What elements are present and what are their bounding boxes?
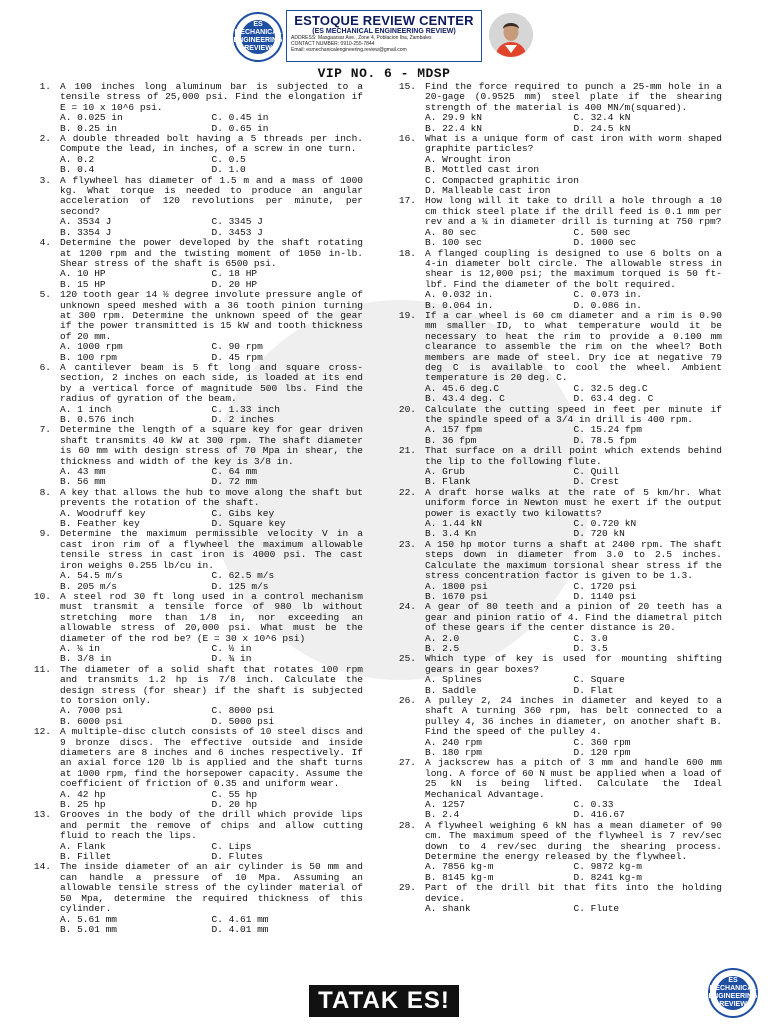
question-body <box>60 134 363 176</box>
question-item <box>398 488 722 540</box>
answer-choice: A. 240 rpm <box>425 736 483 748</box>
answer-choice: D. 24.5 kN <box>573 122 631 134</box>
answer-choice: B. 25 hp <box>60 799 106 811</box>
choices-grid <box>60 113 363 134</box>
question-number: 17. <box>398 195 416 207</box>
question-item <box>398 446 722 488</box>
center-name: ESTOQUE REVIEW CENTER <box>294 13 474 28</box>
question-body <box>60 425 363 487</box>
question-number: 21. <box>398 445 416 457</box>
question-text: A flywheel weighing 6 kN has a mean diameter of 90 cm. The maximum speed of the flywheel is 7 rev/sec down to 4 rev/sec during the shearing process. Determine the energy released by the flywheel. <box>425 819 722 863</box>
question-number: 4. <box>39 237 51 249</box>
instructor-avatar <box>489 13 533 57</box>
question-item <box>33 592 363 665</box>
answer-choice: D. 416.67 <box>573 809 625 821</box>
answer-choice: A. 2.0 <box>425 632 460 644</box>
question-number: 29. <box>398 882 416 894</box>
answer-choice: C. 500 sec <box>573 226 631 238</box>
choices-grid <box>425 290 722 311</box>
answer-choice: C. 4.61 mm <box>211 913 269 925</box>
answer-choice: A. Flank <box>60 840 106 852</box>
question-item <box>398 249 722 311</box>
answer-choice: B. 56 mm <box>60 476 106 488</box>
answer-choice: C. 15.24 fpm <box>573 424 642 436</box>
answer-choice: C. 55 hp <box>211 788 258 800</box>
question-item <box>33 238 363 290</box>
header-info-box <box>286 10 482 62</box>
question-number: 8. <box>39 486 51 498</box>
question-number: 23. <box>398 538 416 550</box>
question-body <box>425 602 722 654</box>
question-item <box>33 363 363 425</box>
answer-choice: C. ½ in <box>211 642 252 654</box>
answer-choice: A. 157 fpm <box>425 424 483 436</box>
question-body <box>60 363 363 425</box>
question-text: Calculate the cutting speed in feet per minute if the spindle speed of a 3/4 in drill is 400 rpm. <box>425 403 722 425</box>
question-body <box>425 883 722 914</box>
question-number: 2. <box>39 133 51 145</box>
answer-choice: A. ¼ in <box>60 642 100 654</box>
answer-choice: C. 0.073 in. <box>573 289 642 301</box>
answer-choice: B. 15 HP <box>60 278 106 290</box>
choices-grid <box>425 113 722 134</box>
answer-choice: D. 45 rpm <box>211 351 263 363</box>
choices-grid <box>60 155 363 176</box>
answer-choice: A. 1 inch <box>60 403 112 415</box>
answer-choice: A. 7856 kg-m <box>425 861 494 873</box>
question-body <box>60 238 363 290</box>
answer-choice: B. 0.4 <box>60 164 95 176</box>
answer-choice: B. 180 rpm <box>425 747 483 758</box>
answer-choice: D. 0.65 in <box>211 122 269 134</box>
answer-choice: C. Lips <box>211 840 252 852</box>
question-item <box>33 862 363 935</box>
choices-grid <box>425 425 722 446</box>
answer-choice: C. 64 mm <box>211 466 258 478</box>
question-item <box>33 665 363 727</box>
choices-grid <box>425 384 722 405</box>
answer-choice: B. 6000 psi <box>60 715 123 727</box>
question-body <box>425 696 722 758</box>
answer-choice: C. Compacted graphitic iron <box>425 174 579 186</box>
answer-choice: D. Flutes <box>211 851 263 863</box>
choices-grid <box>60 915 363 936</box>
question-body <box>425 405 722 447</box>
answer-choice: A. 1.44 kN <box>425 518 483 530</box>
answer-choice: A. 45.6 deg.C <box>425 382 500 394</box>
answer-choice: B. 100 sec <box>425 237 483 249</box>
question-item <box>33 529 363 591</box>
question-body <box>425 821 722 883</box>
question-number: 25. <box>398 653 416 665</box>
answer-choice: D. 1000 sec <box>573 237 637 249</box>
answer-choice: D. 78.5 fpm <box>573 434 637 446</box>
choices-grid <box>60 217 363 238</box>
answer-choice: B. Fillet <box>60 851 112 863</box>
answer-choice: C. 32.4 kN <box>573 112 631 124</box>
answer-choice: B. 5.01 mm <box>60 923 118 935</box>
question-item <box>398 602 722 654</box>
question-text: If a car wheel is 60 cm diameter and a rim is 0.90 mm smaller ID, to what temperature would it be necessary to heat the rim to provide a 0.100 mm clearance to assemble the rim on the wheel? Both members are made of steel. Dry ice at negative 79 deg C is available to cool the wheel. Ambient temperature is 20 deg. C. <box>425 309 722 384</box>
choices-grid <box>60 342 363 363</box>
answer-choice: B. 43.4 deg. C <box>425 393 505 405</box>
question-body <box>425 134 722 196</box>
choices-grid <box>60 790 363 811</box>
question-number: 12. <box>33 726 51 738</box>
answer-choice: C. Quill <box>573 466 620 478</box>
answer-choice: C. Flute <box>573 903 620 915</box>
center-email: Email: esmechanicalengineering.review@gmail.com <box>291 47 407 53</box>
answer-choice: A. 5.61 mm <box>60 913 118 925</box>
question-text: Part of the drill bit that fits into the holding device. <box>425 882 722 904</box>
answer-choice: B. 3.4 Kn <box>425 528 477 540</box>
question-item <box>33 488 363 530</box>
avatar-portrait-icon <box>489 13 533 57</box>
question-text: A key that allows the hub to move along the shaft but prevents the rotation of the shaft. <box>60 486 363 509</box>
answer-choice: A. 10 HP <box>60 268 106 280</box>
questions-left-column <box>33 82 363 935</box>
answer-choice: C. 3.0 <box>573 632 608 644</box>
answer-choice: B. 0.064 in. <box>425 299 494 311</box>
question-item <box>33 134 363 176</box>
answer-choice: C. 18 HP <box>211 268 258 280</box>
choices-grid <box>425 228 722 249</box>
question-number: 24. <box>398 601 416 613</box>
answer-choice: C. 8000 psi <box>211 705 275 717</box>
answer-choice: B. 1670 psi <box>425 590 488 602</box>
question-text: A flywheel has diameter of 1.5 m and a mass of 1000 kg. What torque is needed to produce an angular acceleration of 120 revolutions per minute, per second? <box>60 174 363 217</box>
question-number: 16. <box>398 133 416 145</box>
answer-choice: D. 720 kN <box>573 528 625 540</box>
question-body <box>60 290 363 363</box>
question-text: Find the force required to punch a 25-mm hole in a 20-gage (0.9525 mm) steel plate if the shearing strength of the material is 400 MN/m(squared). <box>425 81 722 113</box>
question-body <box>425 446 722 488</box>
answer-choice: C. 0.33 <box>573 799 614 811</box>
choices-grid <box>425 738 722 759</box>
answer-choice: D. 4.01 mm <box>211 923 269 935</box>
answer-choice: B. 8145 kg-m <box>425 871 494 883</box>
answer-choice: A. 3534 J <box>60 216 112 228</box>
question-item <box>398 654 722 696</box>
answer-choice: D. Square key <box>211 518 286 530</box>
answer-choice: A. Wrought iron <box>425 153 511 165</box>
answer-choice: D. 20 hp <box>211 799 258 811</box>
answer-choice: A. 43 mm <box>60 466 106 478</box>
page-title: VIP NO. 6 - MDSP <box>317 66 451 81</box>
footer-logo-text: ES MECHANICAL ENGINEERING REVIEW <box>708 977 758 1008</box>
question-text: Determine the maximum permissible velocity V in a cast iron rim of a flywheel the maximum allowable tensile stress in cast iron is 4000 psi. The cast iron weighs 0.255 lb/cu in. <box>60 528 363 571</box>
choices-grid <box>425 519 722 540</box>
question-body <box>425 654 722 696</box>
answer-choice: A. 1257 <box>425 799 465 811</box>
answer-choice: C. 3345 J <box>211 216 263 228</box>
question-number: 11. <box>33 663 51 675</box>
question-text: A 100 inches long aluminum bar is subjected to a tensile stress of 25,000 psi. Find the elongation if E = 10 x 10^6 psi. <box>60 81 363 113</box>
questions-right-column <box>398 82 722 915</box>
question-text: What is a unique form of cast iron with worm shaped graphite particles? <box>425 133 722 155</box>
question-text: A double threaded bolt having a 5 threads per inch. Compute the lead, in inches, of a screw in one turn. <box>60 133 363 155</box>
question-number: 7. <box>39 424 51 436</box>
answer-choice: B. 36 fpm <box>425 434 477 446</box>
question-text: A cantilever beam is 5 ft long and square cross-section, 2 inches on each side, is loaded at its end by a vertical force of magnitude 500 lbs. Find the radius of gyration of the beam. <box>60 361 363 405</box>
question-text: Which type of key is used for mounting shifting gears in gear boxes? <box>425 653 722 675</box>
question-text: A gear of 80 teeth and a pinion of 20 teeth has a gear and pinion ratio of 4. Find the diametral pitch of these gears if the center distance is 20. <box>425 601 722 634</box>
choices-grid <box>60 644 363 665</box>
question-number: 15. <box>398 81 416 92</box>
answer-choice: B. 3354 J <box>60 226 112 238</box>
answer-choice: B. 205 m/s <box>60 580 118 592</box>
answer-choice: C. 360 rpm <box>573 736 631 748</box>
answer-choice: D. 63.4 deg. C <box>573 393 654 405</box>
center-contact: CONTACT NUMBER: 0910-255-7844 <box>291 41 375 47</box>
question-text: 120 tooth gear 14 ½ degree involute pressure angle of unknown speed meshed with a 36 tooth pinion turning at 300 rpm. Determine the unknown speed of the gear if the power transmitted is 15 kW and tooth thickness of 20 mm. <box>60 289 363 342</box>
answer-choice: C. 0.45 in <box>211 112 269 124</box>
answer-choice: D. 8241 kg-m <box>573 871 642 883</box>
question-number: 22. <box>398 486 416 498</box>
answer-choice: D. 20 HP <box>211 278 258 290</box>
logo-text: ES MECHANICAL ENGINEERING REVIEW <box>233 21 283 52</box>
question-item <box>398 821 722 883</box>
question-text: A jackscrew has a pitch of 3 mm and handle 600 mm long. A force of 60 N must be applied when a load of 25 kN is being lifted. Calculate the Ideal Mechanical Advantage. <box>425 757 722 800</box>
question-body <box>425 488 722 540</box>
question-number: 9. <box>39 528 51 540</box>
choices-grid <box>60 842 363 863</box>
answer-choice: B. 2.5 <box>425 642 460 654</box>
answer-choice: C. Gibs key <box>211 507 275 519</box>
question-item <box>398 540 722 602</box>
answer-choice: B. Feather key <box>60 518 140 530</box>
answer-choice: B. 100 rpm <box>60 351 118 363</box>
question-body <box>60 82 363 134</box>
answer-choice: D. Flat <box>573 684 614 696</box>
question-body <box>60 592 363 665</box>
answer-choice: A. 1800 psi <box>425 580 488 592</box>
answer-choice: D. 1140 psi <box>573 590 637 602</box>
answer-choice: D. ¾ in <box>211 653 252 665</box>
answer-choice: C. 32.5 deg.C <box>573 382 648 394</box>
choices-grid <box>60 467 363 488</box>
question-item <box>398 405 722 447</box>
answer-choice: B. 2.4 <box>425 809 460 821</box>
center-subtitle: (ES MECHANICAL ENGINEERING REVIEW) <box>312 28 456 35</box>
question-body <box>425 249 722 311</box>
answer-choice: A. Woodruff key <box>60 507 146 519</box>
question-body <box>425 82 722 134</box>
question-item <box>33 290 363 363</box>
answer-choice: A. Splines <box>425 674 483 686</box>
answer-choice: A. 0.025 in <box>60 112 123 124</box>
answer-choice: A. Grub <box>425 466 465 478</box>
answer-choice: B. Mottled cast iron <box>425 164 540 176</box>
answer-choice: C. 1720 psi <box>573 580 637 592</box>
question-text: A multiple-disc clutch consists of 10 steel discs and 9 bronze discs. The effective outside and inside diameters are 8 inches and 6 inches respectively. If an axial force 120 lb is applied and the shaft turns at 1000 rpm, find the horsepower capacity. Assume the coefficient of friction of 0.35 and uniform wear. <box>60 726 363 790</box>
question-number: 26. <box>398 694 416 706</box>
question-body <box>60 810 363 862</box>
choices-grid <box>425 800 722 821</box>
answer-choice: C. 1.33 inch <box>211 403 280 415</box>
footer-logo <box>708 968 758 1018</box>
question-body <box>60 176 363 238</box>
answer-choice: D. 5000 psi <box>211 715 275 727</box>
question-item <box>398 134 722 196</box>
question-body <box>60 665 363 727</box>
question-body <box>425 311 722 405</box>
answer-choice: A. 29.9 kN <box>425 112 483 124</box>
answer-choice: C. 0.5 <box>211 153 246 165</box>
question-number: 13. <box>33 809 51 821</box>
question-number: 28. <box>398 819 416 831</box>
choices-grid <box>425 634 722 655</box>
question-text: How long will it take to drill a hole through a 10 cm thick steel plate if the drill feed is 0.1 mm per rev and a ¼ in diameter drill is turning at 750 rpm? <box>425 195 722 228</box>
choices-grid <box>60 571 363 592</box>
question-number: 14. <box>33 861 51 873</box>
question-item <box>398 82 722 134</box>
answer-choice: A. 54.5 m/s <box>60 570 123 582</box>
center-address: ADDRESS: Masgaarsar Ave., Zone 4, Poblacion Iba, Zambales <box>291 35 432 41</box>
answer-choice: A. 0.2 <box>60 153 95 165</box>
question-number: 5. <box>39 289 51 301</box>
answer-choice: C. Square <box>573 674 625 686</box>
question-item <box>398 758 722 820</box>
choices-grid <box>60 509 363 530</box>
question-item <box>33 176 363 238</box>
choices-grid <box>60 706 363 727</box>
question-number: 3. <box>39 174 51 186</box>
question-body <box>60 727 363 810</box>
answer-choice: D. 0.086 in. <box>573 299 642 311</box>
question-item <box>398 883 722 914</box>
question-item <box>33 810 363 862</box>
answer-choice: D. 72 mm <box>211 476 258 488</box>
question-item <box>33 82 363 134</box>
answer-choice: B. 22.4 kN <box>425 122 483 134</box>
question-body <box>60 862 363 935</box>
question-item <box>33 425 363 487</box>
footer-slogan: TATAK ES! <box>309 985 459 1017</box>
answer-choice: A. 1000 rpm <box>60 341 123 353</box>
question-text: A flanged coupling is designed to use 6 bolts on a 4-in diameter bolt circle. The allowable stress in shear is 12,000 psi; the maximum torqued is 50 ft-lbf. Find the diameter of the bolt required. <box>425 247 722 290</box>
question-body <box>425 758 722 820</box>
question-text: The inside diameter of an air cylinder is 50 mm and can handle a pressure of 10 Mpa. Assuming an allowable tensile stress of the cylinder material of 50 Mpa, determine the required thickness of this cylinder. <box>60 861 363 915</box>
question-number: 18. <box>398 247 416 259</box>
question-number: 1. <box>39 81 51 92</box>
answer-choice: D. Crest <box>573 476 620 488</box>
choices-grid <box>60 405 363 426</box>
question-text: A pulley 2, 24 inches in diameter and keyed to a shaft A turning 360 rpm, has belt connected to a pulley 4, 36 inches in diameter, on another shaft B. Find the speed of the pulley 4. <box>425 694 722 738</box>
answer-choice: C. 0.720 kN <box>573 518 637 530</box>
answer-choice: A. 80 sec <box>425 226 477 238</box>
question-text: The diameter of a solid shaft that rotates 100 rpm and transmits 1.2 hp is 7/8 inch. Calculate the design stress (for shear) if the shaft is subjected to torsion only. <box>60 663 363 706</box>
choices-grid <box>425 675 722 696</box>
question-item <box>33 727 363 810</box>
answer-choice: A. 0.032 in. <box>425 289 494 301</box>
review-center-logo <box>233 12 283 62</box>
question-text: A steel rod 30 ft long used in a control mechanism must transmit a tensile force of 980 lb without stretching more than 1/8 in, nor exceeding an allowable stress of 20,000 psi. What must be the diameter of the rod be? (E = 30 x 10^6 psi) <box>60 590 363 644</box>
answer-choice: A. shank <box>425 903 471 915</box>
question-body <box>60 529 363 591</box>
question-body <box>425 540 722 602</box>
question-body <box>60 488 363 530</box>
choices-grid <box>425 862 722 883</box>
answer-choice: A. 7000 psi <box>60 705 123 717</box>
answer-choice: B. 0.25 in <box>60 122 118 134</box>
question-text: Grooves in the body of the drill which provide lips and permit the remove of chips and allow cutting fluid to reach the lips. <box>60 809 363 842</box>
answer-choice: D. 125 m/s <box>211 580 269 592</box>
question-number: 19. <box>398 309 416 321</box>
choices-grid <box>425 467 722 488</box>
answer-choice: D. 120 rpm <box>573 747 631 758</box>
question-body <box>425 196 722 248</box>
choices-grid <box>425 904 722 914</box>
answer-choice: B. Flank <box>425 476 471 488</box>
answer-choice: C. 90 rpm <box>211 341 263 353</box>
choices-grid <box>60 269 363 290</box>
question-text: That surface on a drill point which extends behind the lip to the following flute. <box>425 445 722 467</box>
question-number: 27. <box>398 757 416 769</box>
answer-choice: D. Malleable cast iron <box>425 185 551 197</box>
answer-choice: D. 2 inches <box>211 414 275 425</box>
question-item <box>398 196 722 248</box>
question-text: Determine the length of a square key for gear driven shaft transmits 40 kW at 300 rpm. The shaft diameter is 60 mm with design stress of 70 Mpa in shear, the thickness and width of the key is 3/8 in. <box>60 424 363 467</box>
question-number: 6. <box>39 361 51 373</box>
answer-choice: C. 62.5 m/s <box>211 570 275 582</box>
answer-choice: B. 0.576 inch <box>60 414 135 425</box>
question-text: A 150 hp motor turns a shaft at 2400 rpm. The shaft steps down in diameter from 3.0 to 2.5 inches. Calculate the maximum torsional shear stress if the stress concentration factor is given to be 1.3. <box>425 538 722 582</box>
question-item <box>398 311 722 405</box>
answer-choice: D. 3.5 <box>573 642 608 654</box>
answer-choice: D. 1.0 <box>211 164 246 176</box>
question-number: 10. <box>33 590 51 602</box>
question-number: 20. <box>398 403 416 415</box>
answer-choice: D. 3453 J <box>211 226 263 238</box>
answer-choice: B. 3/8 in <box>60 653 112 665</box>
question-item <box>398 696 722 758</box>
answer-choice: A. 42 hp <box>60 788 106 800</box>
choices-grid <box>425 582 722 603</box>
question-text: Determine the power developed by the shaft rotating at 1200 rpm and the twisting moment of 1050 in-lb. Shear stress of the shaft is 6500 psi. <box>60 237 363 269</box>
answer-choice: B. Saddle <box>425 684 477 696</box>
question-text: A draft horse walks at the rate of 5 km/hr. What uniform force in Newton must he exert if the output power is exactly two kilowatts? <box>425 486 722 519</box>
answer-choice: C. 9872 kg-m <box>573 861 642 873</box>
